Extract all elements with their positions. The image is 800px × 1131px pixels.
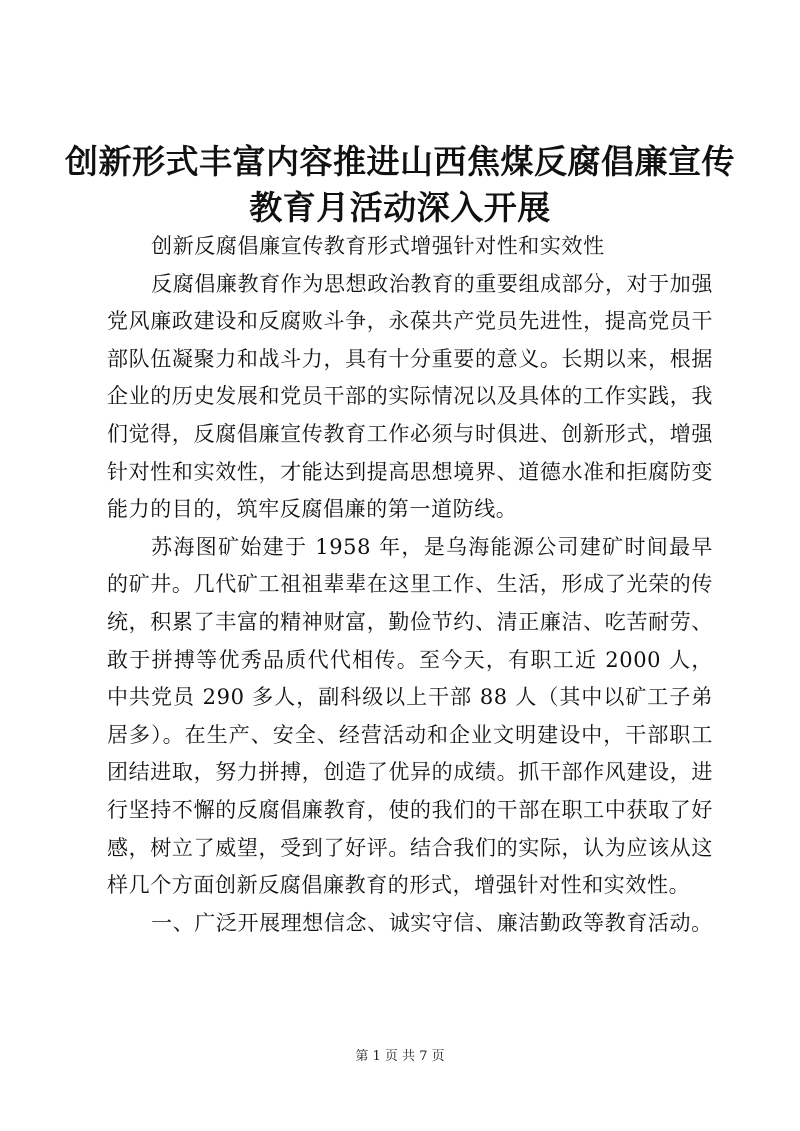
paragraph-3: 一、广泛开展理想信念、诚实守信、廉洁勤政等教育活动。 — [151, 910, 713, 935]
paragraph-2: 苏海图矿始建于 1958 年，是乌海能源公司建矿时间最早的矿井。几代矿工祖祖辈辈在这里工作、生活，形成了光荣的传统，积累了丰富的精神财富，勤俭节约、清正廉洁、吃苦耐劳、敢于拼搏等优秀品质代代相传。至今天，有职工近 2000 人，中共党员 290 多人，副科级以上干部 88 人（其中以矿工子弟居多）。在生产、安全、经营活动和企业文明建设中，干部职工团结进取，努力拼搏，创造了优异的成绩。抓干部作风建设，进行坚持不懈的反腐倡廉教育，使的我们的干部在职工中获取了好感，树立了威望，受到了好评。结合我们的实际，认为应该从这样几个方面创新反腐倡廉教育的形式，增强针对性和实效性。 — [107, 534, 713, 898]
document-title-line-2: 教育月活动深入开展 — [249, 188, 551, 227]
document-subtitle: 创新反腐倡廉宣传教育形式增强针对性和实效性 — [151, 234, 605, 258]
document-title-line-1: 创新形式丰富内容推进山西焦煤反腐倡廉宣传 — [65, 142, 735, 181]
page-footer: 第 1 页 共 7 页 — [355, 1049, 445, 1064]
paragraph-1: 反腐倡廉教育作为思想政治教育的重要组成部分，对于加强党风廉政建设和反腐败斗争，永葆共产党员先进性，提高党员干部队伍凝聚力和战斗力，具有十分重要的意义。长期以来，根据企业的历史发展和党员干部的实际情况以及具体的工作实践，我们觉得，反腐倡廉宣传教育工作必须与时俱进、创新形式，增强针对性和实效性，才能达到提高思想境界、道德水准和拒腐防变能力的目的，筑牢反腐倡廉的第一道防线。 — [107, 271, 713, 522]
document-body — [107, 226, 713, 942]
